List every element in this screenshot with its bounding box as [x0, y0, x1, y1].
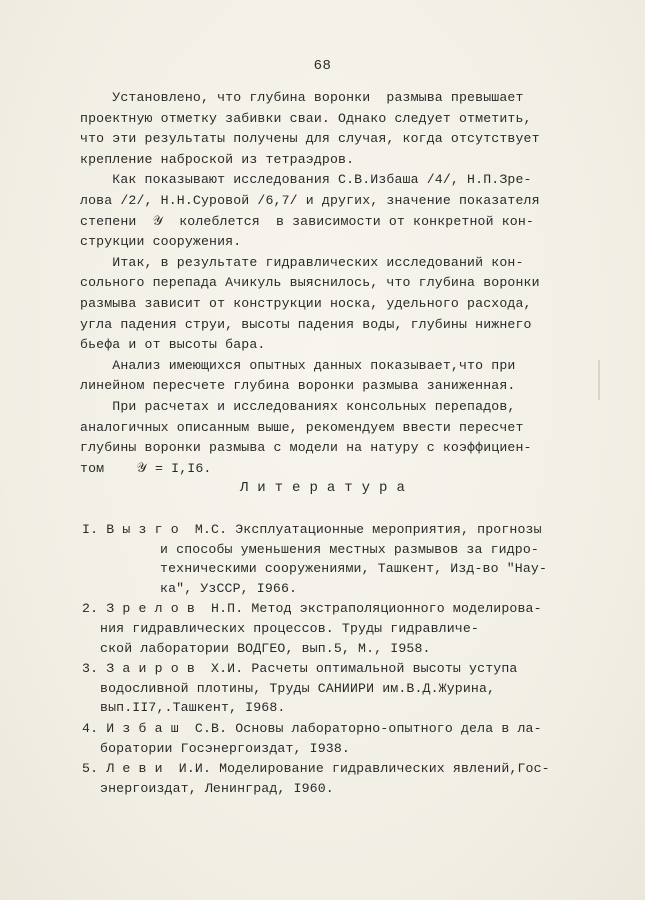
page-number: 68: [313, 58, 332, 74]
reference-line: ния гидравлических процессов. Труды гидравличе-: [100, 620, 479, 636]
margin-scan-mark: [598, 360, 600, 400]
reference-list: [82, 520, 582, 799]
body-line: Как показывают исследования С.В.Избаша /4/, Н.П.Зре-: [80, 172, 532, 188]
body-line: угла падения струи, высоты падения воды, глубины нижнего: [80, 316, 532, 332]
body-line: При расчетах и исследованиях консольных перепадов,: [80, 398, 516, 414]
body-line: что эти результаты получены для случая, когда отсутствует: [80, 131, 540, 147]
reference-line: 5. Л е в и И.И. Моделирование гидравлических явлений,Гос-: [82, 761, 550, 777]
body-line: проектную отметку забивки сваи. Однако следует отметить,: [80, 110, 532, 126]
reference-item: [82, 659, 582, 718]
body-line: том 𝒴 = I,I6.: [80, 460, 212, 476]
body-line: аналогичных описанным выше, рекомендуем ввести пересчет: [80, 419, 524, 435]
body-line: бьефа и от высоты бара.: [80, 337, 266, 353]
reference-line: техническими сооружениями, Ташкент, Изд-во "Нау-: [160, 561, 548, 577]
reference-line: 2. З р е л о в Н.П. Метод экстраполяционного моделирова-: [82, 601, 542, 617]
reference-line: боратории Госэнергоиздат, I938.: [100, 740, 350, 756]
body-line: линейном пересчете глубина воронки размыва заниженная.: [80, 378, 516, 394]
body-line: Анализ имеющихся опытных данных показывает,что при: [80, 357, 516, 373]
body-line: крепление наброской из тетраэдров.: [80, 151, 355, 167]
reference-line: водосливной плотины, Труды САНИИРИ им.В.Д.Журина,: [100, 680, 496, 696]
reference-line: ской лаборатории ВОДГЕО, вып.5, М., I958.: [100, 640, 431, 656]
body-line: размыва зависит от конструкции носка, удельного расхода,: [80, 295, 532, 311]
body-line: степени 𝒴 колеблется в зависимости от конкретной кон-: [80, 213, 534, 229]
body-line: лова /2/, Н.Н.Суровой /6,7/ и других, значение показателя: [80, 192, 540, 208]
reference-item: [82, 759, 582, 798]
literature-heading: Л и т е р а т у р а: [239, 480, 406, 496]
body-line: глубины воронки размыва с модели на натуру с коэффициен-: [80, 440, 532, 456]
body-line: Установлено, что глубина воронки размыва превышает: [80, 90, 524, 105]
reference-item: [82, 520, 582, 598]
reference-line: ка", УзССР, I966.: [160, 580, 298, 596]
body-line: Итак, в результате гидравлических исследований кон-: [80, 254, 524, 270]
reference-line: вып.II7,.Ташкент, I968.: [100, 700, 286, 716]
reference-item: [82, 599, 582, 658]
body-text: [80, 88, 570, 479]
body-line: сольного перепада Ачикуль выяснилось, что глубина воронки: [80, 275, 540, 291]
reference-line: 3. З а и р о в Х.И. Расчеты оптимальной высоты уступа: [82, 661, 518, 677]
reference-line: энергоиздат, Ленинград, I960.: [100, 780, 334, 796]
reference-line: и способы уменьшения местных размывов за гидро-: [160, 541, 539, 557]
reference-line: I. В ы з г о М.С. Эксплуатационные мероприятия, прогнозы: [82, 522, 542, 537]
reference-line: 4. И з б а ш С.В. Основы лабораторно-опытного дела в ла-: [82, 720, 542, 736]
body-line: струкции сооружения.: [80, 234, 242, 250]
reference-item: [82, 719, 582, 758]
